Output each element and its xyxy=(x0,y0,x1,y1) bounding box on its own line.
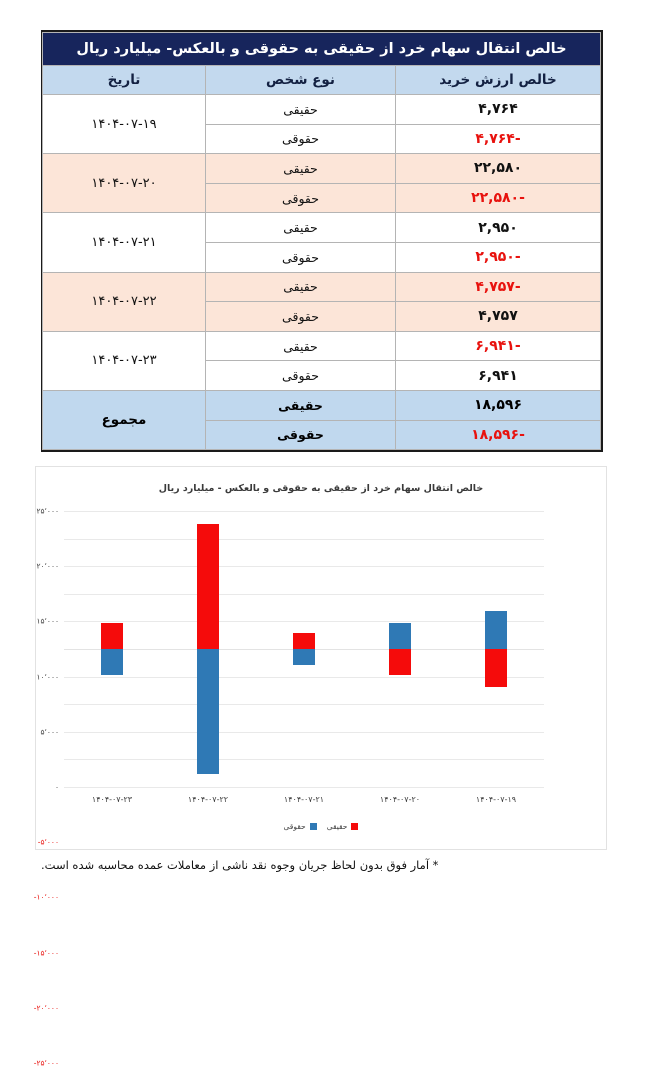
chart-y-axis-label: -۲۰٬۰۰۰ xyxy=(33,1003,59,1013)
cell-net-purchase-value: ۲,۹۵۰ xyxy=(396,213,601,243)
cell-net-purchase-value: ۲۲,۵۸۰ xyxy=(396,154,601,184)
legend-swatch-haghighi xyxy=(351,823,358,830)
legend-label: حقیقی xyxy=(326,822,348,831)
chart-bar-group xyxy=(448,511,544,787)
chart-y-axis-label: -۱۵٬۰۰۰ xyxy=(33,948,59,958)
chart-legend-item xyxy=(284,822,317,831)
chart-bar-haghighi xyxy=(389,649,411,675)
cell-date: ۱۴۰۴-۰۷-۲۲ xyxy=(42,272,205,331)
chart-legend-item xyxy=(327,822,359,831)
cell-date: ۱۴۰۴-۰۷-۲۱ xyxy=(42,213,205,272)
chart-bar-hoghooghi xyxy=(197,649,219,774)
cell-total-value: ۱۸,۵۹۶ xyxy=(396,390,601,420)
chart-x-axis-label: ۱۴۰۴-۰۷-۲۰ xyxy=(379,795,421,804)
cell-date: ۱۴۰۴-۰۷-۲۳ xyxy=(42,331,205,390)
cell-person-type: حقیقی xyxy=(206,272,396,302)
cell-person-type: حقیقی xyxy=(206,331,396,361)
chart-bar-hoghooghi xyxy=(485,611,507,649)
chart-bar-haghighi xyxy=(485,649,507,687)
cell-person-type: حقوقی xyxy=(206,242,396,272)
cell-person-type: حقیقی xyxy=(206,154,396,184)
chart-bar-group xyxy=(256,511,352,787)
cell-net-purchase-value: -۲,۹۵۰ xyxy=(396,242,601,272)
table-row xyxy=(42,154,600,184)
chart-legend xyxy=(36,822,606,831)
chart-y-axis-label: -۱۰٬۰۰۰ xyxy=(33,892,59,902)
chart-y-axis-label: ۱۵٬۰۰۰ xyxy=(36,616,59,626)
cell-net-purchase-value: -۴,۷۵۷ xyxy=(396,272,601,302)
table-body xyxy=(42,33,600,450)
chart-bar-haghighi xyxy=(293,633,315,649)
column-header-value: خالص ارزش خرید xyxy=(396,66,601,95)
chart-bar-hoghooghi xyxy=(101,649,123,675)
cell-person-type: حقوقی xyxy=(206,302,396,332)
chart-bar-group xyxy=(160,511,256,787)
table-row xyxy=(42,331,600,361)
table-row xyxy=(42,213,600,243)
chart-bar-group xyxy=(352,511,448,787)
chart-bar-haghighi xyxy=(197,524,219,649)
table-row xyxy=(42,272,600,302)
chart-bar-haghighi xyxy=(101,623,123,649)
cell-total-value: -۱۸,۵۹۶ xyxy=(396,420,601,450)
chart-x-axis-label: ۱۴۰۴-۰۷-۲۲ xyxy=(187,795,229,804)
table-header-row xyxy=(42,66,600,95)
column-header-person: نوع شخص xyxy=(206,66,396,95)
cell-person-type: حقیقی xyxy=(206,213,396,243)
cell-net-purchase-value: -۴,۷۶۴ xyxy=(396,124,601,154)
chart-y-axis-label: ۵٬۰۰۰ xyxy=(40,727,59,737)
cell-total-person-type: حقیقی xyxy=(206,390,396,420)
chart-y-axis-label: -۵٬۰۰۰ xyxy=(37,837,59,847)
chart-y-axis-label: ۲۰٬۰۰۰ xyxy=(36,561,59,571)
chart-x-axis-label: ۱۴۰۴-۰۷-۲۱ xyxy=(283,795,325,804)
cell-net-purchase-value: -۶,۹۴۱ xyxy=(396,331,601,361)
cell-person-type: حقیقی xyxy=(206,95,396,125)
cell-total-label: مجموع xyxy=(42,390,205,449)
legend-swatch-hoghooghi xyxy=(310,823,317,830)
legend-label: حقوقی xyxy=(283,822,306,831)
cell-person-type: حقوقی xyxy=(206,183,396,213)
cell-net-purchase-value: ۶,۹۴۱ xyxy=(396,361,601,391)
chart-x-axis-label: ۱۴۰۴-۰۷-۱۹ xyxy=(475,795,517,804)
net-transfer-table-container xyxy=(41,30,603,452)
cell-date: ۱۴۰۴-۰۷-۲۰ xyxy=(42,154,205,213)
chart-bar-hoghooghi xyxy=(293,649,315,665)
table-row xyxy=(42,95,600,125)
chart-bar-group xyxy=(64,511,160,787)
net-transfer-table xyxy=(42,32,601,450)
column-header-date: تاریخ xyxy=(42,66,205,95)
cell-person-type: حقوقی xyxy=(206,124,396,154)
chart-y-axis-label: -۲۵٬۰۰۰ xyxy=(33,1058,59,1068)
footnote: * آمار فوق بدون لحاظ جریان وجوه نقد ناشی از معاملات عمده محاسبه شده است. xyxy=(41,858,439,872)
table-title-row xyxy=(42,33,600,66)
cell-person-type: حقوقی xyxy=(206,361,396,391)
table-total-row xyxy=(42,390,600,420)
cell-net-purchase-value: ۴,۷۵۷ xyxy=(396,302,601,332)
cell-net-purchase-value: -۲۲,۵۸۰ xyxy=(396,183,601,213)
chart-x-axis-label: ۱۴۰۴-۰۷-۲۳ xyxy=(91,795,133,804)
chart-y-axis-label: ۱۰٬۰۰۰ xyxy=(36,672,59,682)
chart-y-axis-label: ۲۵٬۰۰۰ xyxy=(36,506,59,516)
table-title: خالص انتقال سهام خرد از حقیقی به حقوقی و بالعکس- میلیارد ریال xyxy=(42,33,600,66)
cell-total-person-type: حقوقی xyxy=(206,420,396,450)
cell-date: ۱۴۰۴-۰۷-۱۹ xyxy=(42,95,205,154)
chart-y-axis-label: ۰ xyxy=(54,782,59,792)
chart-title: خالص انتقال سهام خرد از حقیقی به حقوقی و بالعکس - میلیارد ریال xyxy=(158,483,484,494)
chart-bar-hoghooghi xyxy=(389,623,411,649)
cell-net-purchase-value: ۴,۷۶۴ xyxy=(396,95,601,125)
